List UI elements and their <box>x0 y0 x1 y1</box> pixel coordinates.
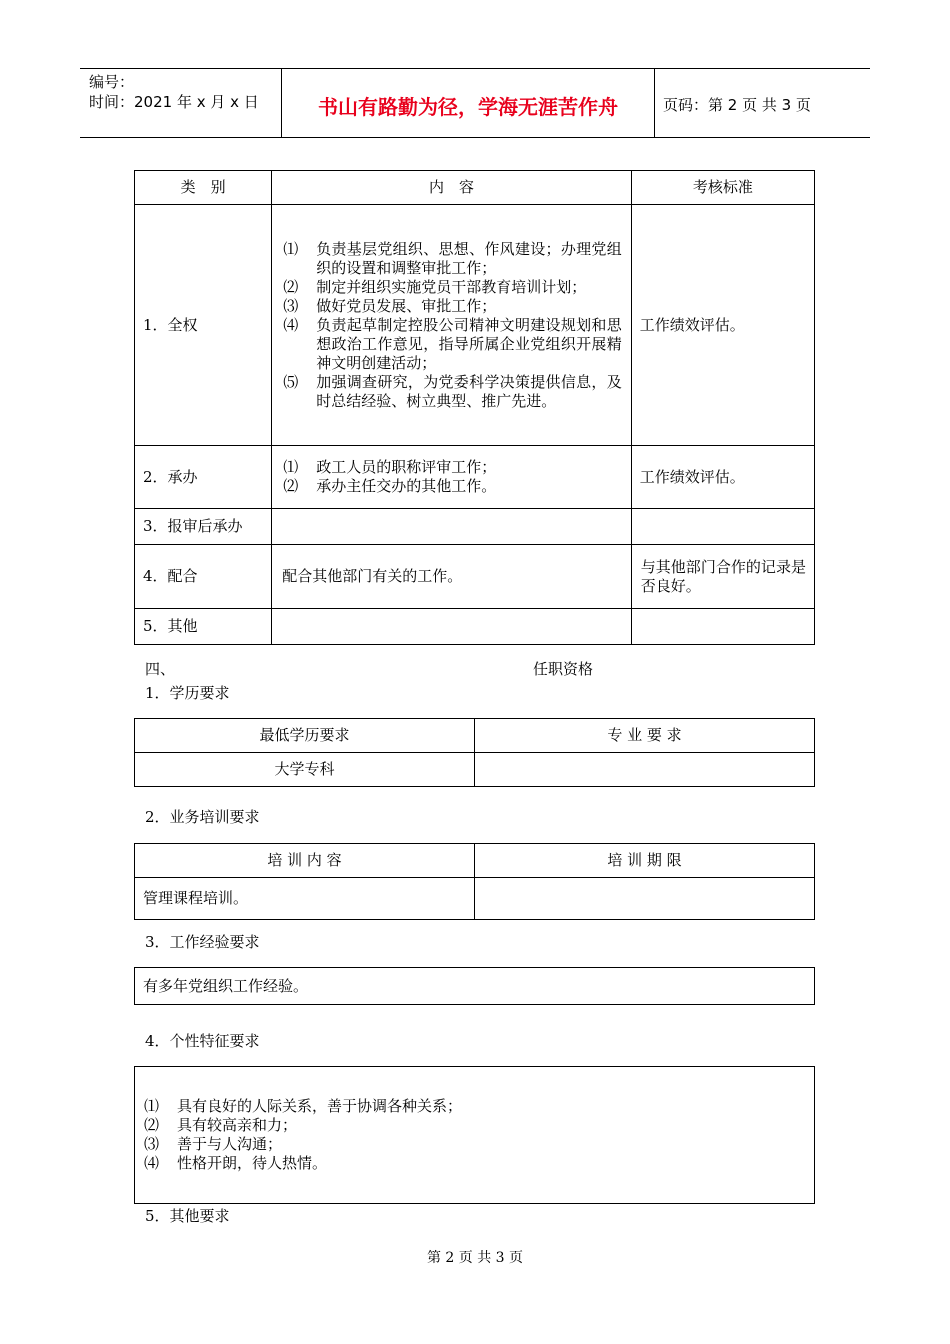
training-heading: 2．业务培训要求 <box>145 808 260 826</box>
header-content: 内 容 <box>272 171 632 205</box>
education-heading: 1．学历要求 <box>145 684 230 702</box>
document-date-label: 时间：2021 年 x 月 x 日 <box>89 93 259 111</box>
category-cell: 4．配合 <box>135 545 272 609</box>
min-education-header: 最低学历要求 <box>135 719 475 753</box>
training-period-header: 培 训 期 限 <box>475 844 815 878</box>
content-cell: 配合其他部门有关的工作。 <box>272 545 632 609</box>
table-row <box>135 878 815 920</box>
major-header: 专 业 要 求 <box>475 719 815 753</box>
standard-cell: 工作绩效评估。 <box>631 205 814 446</box>
item-text: 制定并组织实施党员干部教育培训计划； <box>316 277 587 296</box>
item-text: 性格开朗，待人热情。 <box>177 1154 328 1172</box>
list-item <box>283 278 622 297</box>
training-content-value: 管理课程培训。 <box>135 878 475 920</box>
table-row <box>135 446 815 509</box>
list-item <box>283 297 622 316</box>
document-number-label: 编号： <box>89 73 135 91</box>
section-title: 任职资格 <box>533 660 594 678</box>
duty-list <box>283 240 622 411</box>
item-number: ⑸ <box>283 372 299 391</box>
education-table <box>134 718 815 787</box>
standard-cell <box>631 509 814 545</box>
table-row <box>135 609 815 645</box>
personality-heading: 4．个性特征要求 <box>145 1032 260 1050</box>
table-row <box>135 545 815 609</box>
category-cell: 5．其他 <box>135 609 272 645</box>
header-page-number: 页码：第 2 页 共 3 页 <box>663 96 811 114</box>
standard-cell <box>631 609 814 645</box>
duty-table-header-row <box>135 171 815 205</box>
personality-table <box>134 1066 815 1204</box>
list-item <box>144 1116 806 1135</box>
page-footer: 第 2 页 共 3 页 <box>426 1250 524 1266</box>
min-education-value: 大学专科 <box>135 753 475 787</box>
item-text: 政工人员的职称评审工作； <box>316 458 497 476</box>
category-cell: 3．报审后承办 <box>135 509 272 545</box>
training-period-value <box>475 878 815 920</box>
content-cell <box>272 446 632 509</box>
header-standard: 考核标准 <box>631 171 814 205</box>
header-motto: 书山有路勤为径，学海无涯苦作舟 <box>318 95 618 119</box>
table-row <box>135 844 815 878</box>
list-item <box>283 240 622 278</box>
list-item <box>283 477 622 496</box>
list-item <box>283 458 622 477</box>
item-number: ⑵ <box>283 477 299 495</box>
header-motto-cell <box>282 69 655 137</box>
item-text: 具有良好的人际关系，善于协调各种关系； <box>177 1097 463 1115</box>
item-text: 做好党员发展、审批工作； <box>316 296 497 315</box>
content-cell <box>272 609 632 645</box>
item-number: ⑶ <box>144 1135 160 1153</box>
header-category: 类 别 <box>135 171 272 205</box>
content-cell <box>272 205 632 446</box>
item-number: ⑶ <box>283 296 299 315</box>
content-cell <box>272 509 632 545</box>
table-row <box>135 205 815 446</box>
training-table <box>134 843 815 920</box>
item-text: 负责基层党组织、思想、作风建设；办理党组织的设置和调整审批工作； <box>316 239 622 277</box>
table-row <box>135 968 815 1005</box>
list-item <box>283 373 622 411</box>
duty-table <box>134 170 815 645</box>
page-header <box>80 68 870 138</box>
experience-heading: 3．工作经验要求 <box>145 933 260 951</box>
item-text: 具有较高亲和力； <box>177 1116 298 1134</box>
personality-list <box>144 1097 806 1173</box>
item-text: 负责起草制定控股公司精神文明建设规划和思想政治工作意见，指导所属企业党组织开展精神文明创建活动； <box>316 315 622 372</box>
list-item <box>144 1097 806 1116</box>
table-row <box>135 1067 815 1204</box>
experience-value: 有多年党组织工作经验。 <box>135 968 815 1005</box>
section-number: 四、 <box>145 660 176 678</box>
item-text: 加强调查研究，为党委科学决策提供信息，及时总结经验、树立典型、推广先进。 <box>316 372 622 410</box>
table-row <box>135 753 815 787</box>
header-meta-cell <box>80 69 282 137</box>
other-heading: 5．其他要求 <box>145 1207 230 1225</box>
header-page-cell <box>655 69 870 137</box>
category-cell: 1．全权 <box>135 205 272 446</box>
category-cell: 2．承办 <box>135 446 272 509</box>
personality-cell <box>135 1067 815 1204</box>
item-text: 承办主任交办的其他工作。 <box>316 477 497 495</box>
item-number: ⑴ <box>283 239 299 258</box>
standard-cell: 与其他部门合作的记录是否良好。 <box>631 545 814 609</box>
item-number: ⑷ <box>283 315 299 334</box>
table-row <box>135 719 815 753</box>
list-item <box>283 316 622 373</box>
training-content-header: 培 训 内 容 <box>135 844 475 878</box>
item-number: ⑴ <box>283 458 299 476</box>
list-item <box>144 1135 806 1154</box>
experience-table <box>134 967 815 1005</box>
item-number: ⑴ <box>144 1097 160 1115</box>
list-item <box>144 1154 806 1173</box>
major-value <box>475 753 815 787</box>
standard-cell: 工作绩效评估。 <box>631 446 814 509</box>
duty-list <box>283 458 622 496</box>
item-text: 善于与人沟通； <box>177 1135 283 1153</box>
table-row <box>135 509 815 545</box>
item-number: ⑷ <box>144 1154 160 1172</box>
item-number: ⑵ <box>283 277 299 296</box>
item-number: ⑵ <box>144 1116 160 1134</box>
